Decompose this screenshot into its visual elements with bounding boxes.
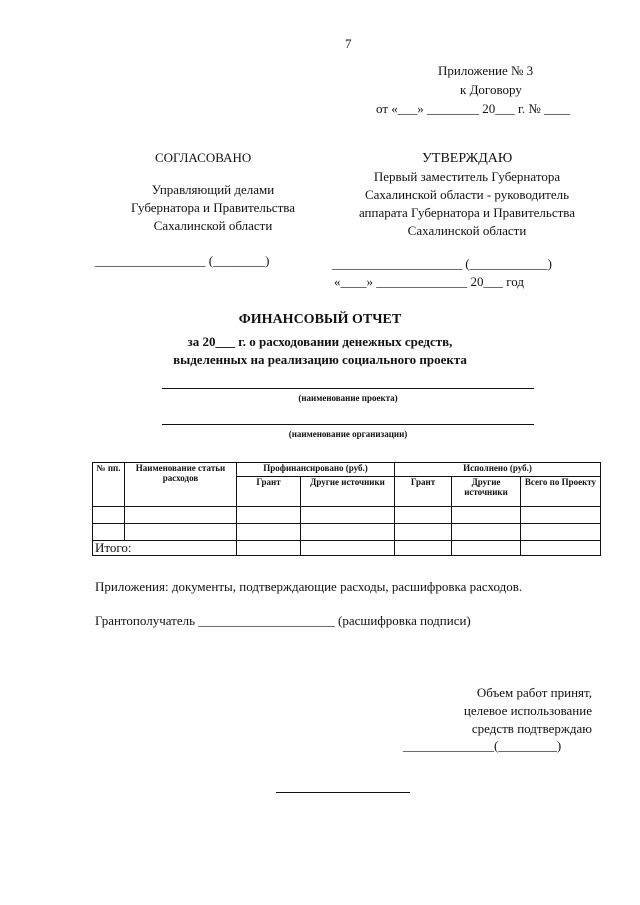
official-line: Сахалинской области - руководитель (364, 187, 570, 202)
acceptance-line: целевое использование (463, 703, 592, 718)
header-project-total: Всего по Проекту (521, 477, 601, 507)
agreed-title: СОГЛАСОВАНО (155, 150, 252, 165)
header-number: № пп. (93, 463, 125, 507)
report-subtitle: за 20___ г. о расходовании денежных средств, (187, 334, 453, 349)
official-line: Управляющий делами (151, 182, 275, 197)
approve-title: УТВЕРЖДАЮ (422, 151, 513, 166)
appendix-line: к Договору (460, 82, 522, 97)
header-other-sources: Другие источники (452, 477, 521, 507)
organization-name-line (162, 424, 534, 425)
acceptance-signature: ______________(_________) (403, 738, 562, 753)
header-executed: Исполнено (руб.) (395, 463, 601, 477)
total-label: Итого: (93, 541, 237, 556)
expense-table (92, 462, 601, 556)
header-grant: Грант (395, 477, 452, 507)
official-line: аппарата Губернатора и Правительства (358, 205, 576, 220)
header-grant: Грант (237, 477, 301, 507)
project-caption: (наименование проекта) (298, 393, 398, 403)
footer-rule (276, 792, 410, 793)
header-other-sources: Другие источники (301, 477, 395, 507)
attachments-note: Приложения: документы, подтверждающие расходы, расшифровка расходов. (95, 579, 523, 594)
header-expense-item: Наименование статьи расходов (125, 463, 237, 507)
signature-line: ____________________ (____________) (332, 256, 552, 271)
organization-caption: (наименование организации) (288, 429, 408, 439)
official-line: Сахалинской области (407, 223, 527, 238)
acceptance-line: Объем работ принят, (476, 685, 592, 700)
report-subtitle: выделенных на реализацию социального проекта (173, 352, 467, 367)
official-line: Первый заместитель Губернатора (373, 169, 561, 184)
table-header-row (93, 463, 601, 477)
header-funded: Профинансировано (руб.) (237, 463, 395, 477)
page-number: 7 (345, 36, 352, 51)
appendix-line: Приложение № 3 (438, 63, 534, 78)
grant-recipient-line: Грантополучатель _____________________ (расшифровка подписи) (95, 613, 471, 628)
table-row (93, 524, 601, 541)
official-line: Сахалинской области (153, 218, 273, 233)
appendix-date-line: от «___» ________ 20___ г. № ____ (376, 101, 571, 116)
report-title: ФИНАНСОВЫЙ ОТЧЕТ (238, 312, 402, 327)
approval-date: «____» ______________ 20___ год (334, 274, 524, 289)
project-name-line (162, 388, 534, 389)
official-line: Губернатора и Правительства (131, 200, 295, 215)
signature-line: _________________ (________) (95, 253, 270, 268)
table-row (93, 507, 601, 524)
acceptance-line: средств подтверждаю (471, 721, 592, 736)
table-total-row (93, 541, 601, 556)
